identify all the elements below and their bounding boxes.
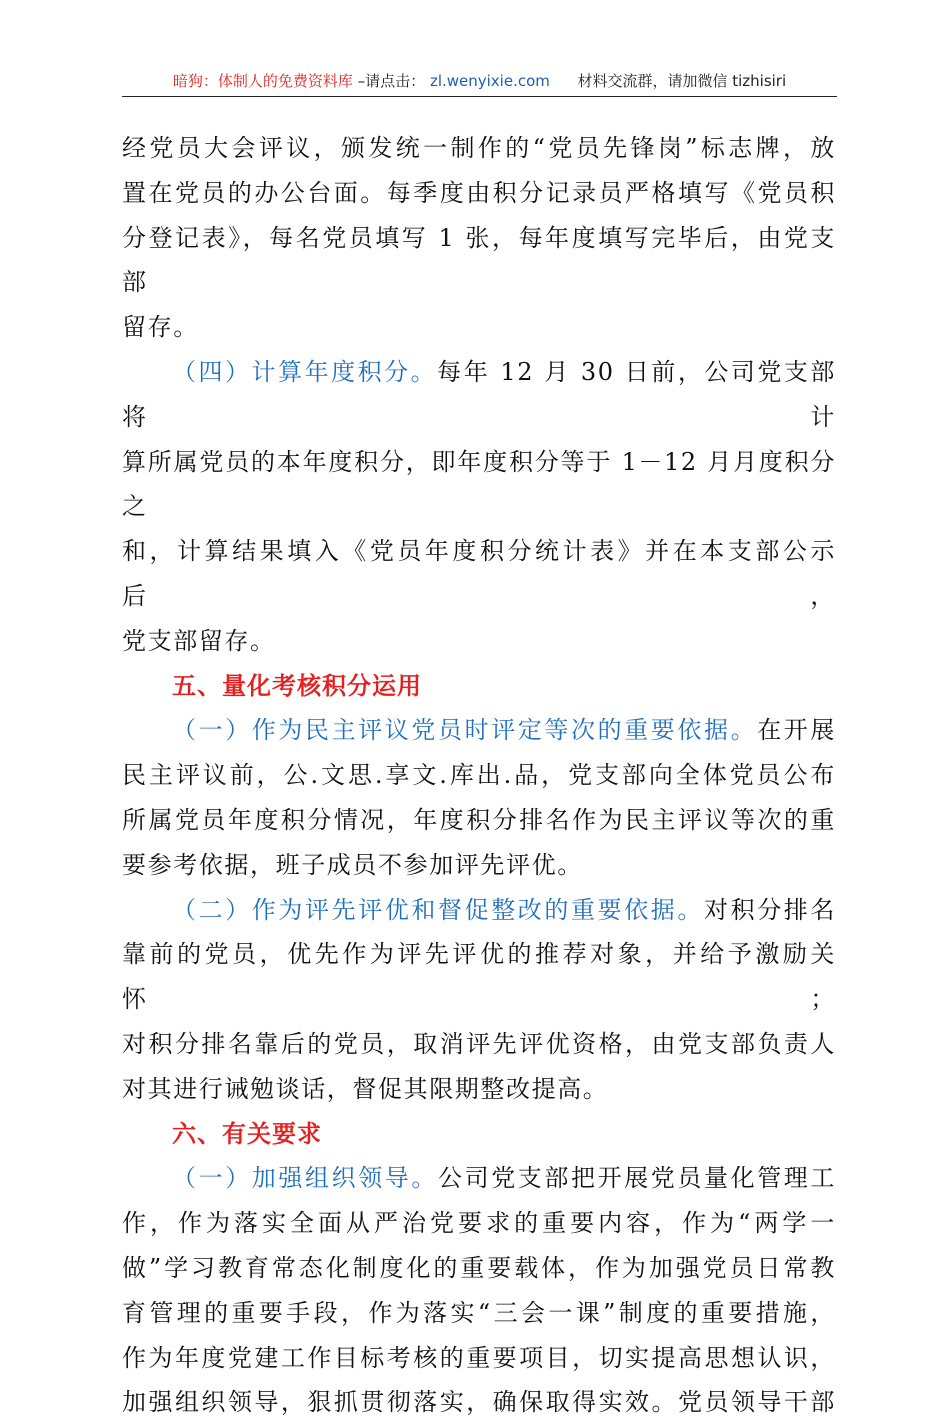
header-site-name: 暗狗：体制人的免费资料库	[172, 72, 353, 90]
body-text: 每年 12 月 30 日前，公司党支部将计	[122, 357, 836, 431]
body-line: 经党员大会评议，颁发统一制作的“党员先锋岗”标志牌，放	[122, 134, 836, 162]
header-contact-text: 材料交流群，请加微信 tizhisiri	[577, 72, 787, 90]
subsection-heading: （一）加强组织领导。	[172, 1164, 438, 1193]
body-line: 对积分排名靠后的党员，取消评先评优资格，由党支部负责人	[122, 1029, 836, 1058]
subsection-heading: （四）计算年度积分。	[172, 357, 438, 386]
body-line: 置在党员的办公台面。每季度由积分记录员严格填写《党员积	[122, 178, 836, 207]
body-line: 和，计算结果填入《党员年度积分统计表》并在本支部公示后，	[122, 537, 836, 610]
body-line: 作为年度党建工作目标考核的重要项目，切实提高思想认识，	[122, 1343, 836, 1372]
body-line: 所属党员年度积分情况，年度积分排名作为民主评议等次的重	[122, 805, 836, 834]
subsection-heading: （一）作为民主评议党员时评定等次的重要依据。	[172, 716, 758, 745]
page-header	[122, 70, 837, 97]
body-text: 公司党支部把开展党员量化管理工	[438, 1164, 836, 1193]
paragraph-first-line	[122, 888, 836, 933]
section-heading: 六、有关要求	[172, 1119, 322, 1148]
subsection-heading: （二）作为评先评优和督促整改的重要依据。	[172, 895, 704, 924]
paragraph-first-line	[122, 708, 836, 753]
body-line: 党支部留存。	[122, 626, 276, 655]
body-line: 民主评议前，公.文思.享文.库出.品，党支部向全体党员公布	[122, 761, 836, 790]
body-line: 要参考依据，班子成员不参加评先评优。	[122, 850, 583, 879]
body-text: 在开展	[757, 716, 836, 745]
body-line: 靠前的党员，优先作为评先评优的推荐对象，并给予激励关怀；	[122, 940, 836, 1014]
body-line: 算所属党员的本年度积分，即年度积分等于 1－12 月月度积分之	[122, 447, 836, 521]
body-line: 对其进行诫勉谈话，督促其限期整改提高。	[122, 1074, 609, 1103]
body-line: 作，作为落实全面从严治党要求的重要内容，作为“两学一	[122, 1209, 836, 1238]
body-line: 育管理的重要手段，作为落实“三会一课”制度的重要措施，	[122, 1298, 836, 1327]
body-line: 留存。	[122, 313, 199, 342]
paragraph-first-line	[122, 1156, 836, 1201]
paragraph-first-line	[122, 350, 836, 440]
body-line: 加强组织领导，狠抓贯彻落实，确保取得实效。党员领导干部	[122, 1388, 836, 1417]
header-url-link[interactable]: zl.wenyixie.com	[429, 72, 550, 90]
header-click-prompt: –请点击：	[357, 72, 426, 90]
body-line: 分登记表》，每名党员填写 1 张，每年度填写完毕后，由党支部	[122, 223, 836, 297]
section-heading: 五、量化考核积分运用	[172, 671, 422, 700]
document-body	[122, 126, 836, 1425]
body-text: 对积分排名	[704, 895, 836, 924]
body-line: 做”学习教育常态化制度化的重要载体，作为加强党员日常教	[122, 1253, 836, 1282]
